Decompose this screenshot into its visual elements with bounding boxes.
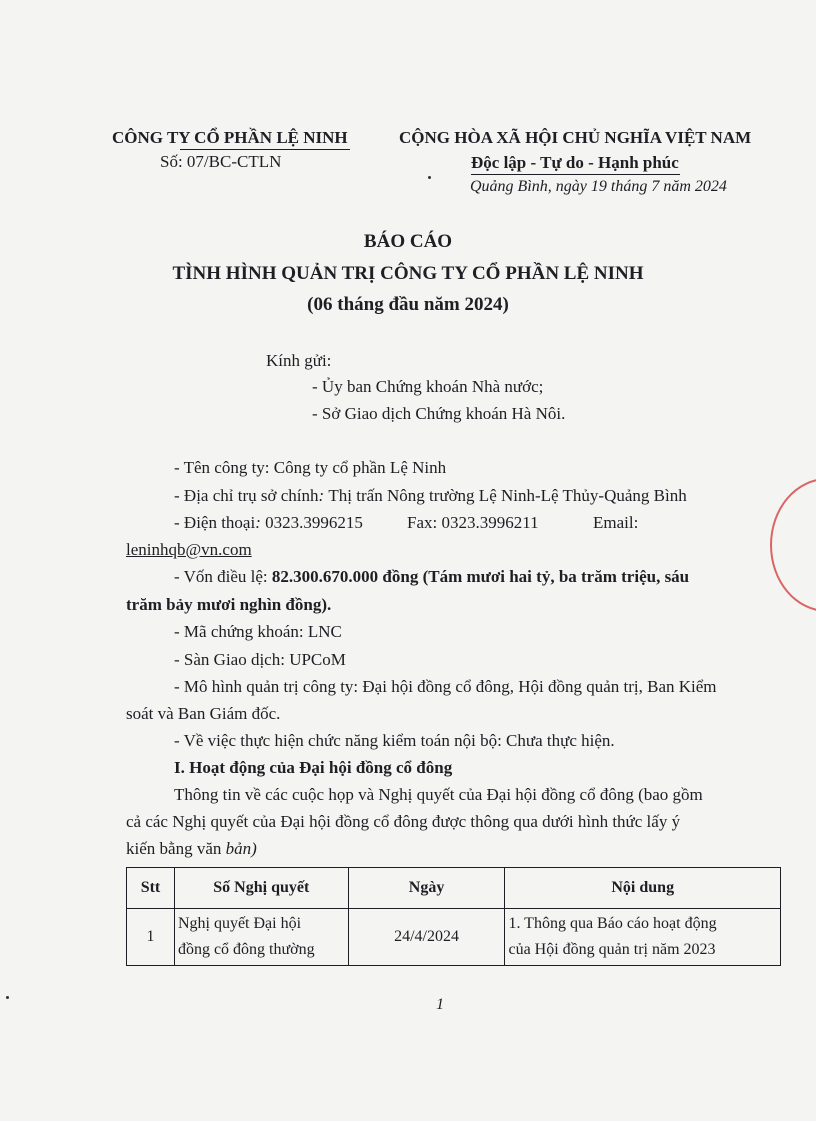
info-company-name: - Tên công ty: Công ty cổ phần Lệ Ninh [174, 458, 447, 477]
info-fax: Fax: 0323.3996211 [407, 513, 539, 532]
document-date: Quảng Bình, ngày 19 tháng 7 năm 2024 [470, 178, 727, 195]
info-internal-audit: - Về việc thực hiện chức năng kiểm toán nội bộ: Chưa thực hiện. [174, 731, 615, 750]
table-row [127, 909, 781, 966]
cell-date: 24/4/2024 [348, 909, 505, 966]
table-header-row [127, 868, 781, 909]
report-period: (06 tháng đầu năm 2024) [307, 294, 509, 315]
info-capital-label: - Vốn điều lệ: [174, 567, 272, 586]
cell-content: 1. Thông qua Báo cáo hoạt động của Hội đồng quản trị năm 2023 [505, 909, 781, 966]
info-email-link[interactable]: leninhqb@vn.com [126, 540, 252, 559]
company-name-header: CÔNG TY CỔ PHẦN LỆ NINH [112, 128, 348, 147]
scan-speck [428, 176, 431, 179]
cell-resolution: Nghị quyết Đại hội đồng cổ đông thường [174, 909, 348, 966]
company-underline [180, 149, 350, 150]
resolutions-table [126, 867, 781, 966]
section-heading: I. Hoạt động của Đại hội đồng cổ đông [174, 758, 453, 777]
table-header-date: Ngày [348, 868, 505, 909]
motto-underline [471, 174, 680, 175]
info-capital-value-cont: trăm bảy mươi nghìn đồng). [126, 595, 332, 614]
info-address-label: - Địa chỉ trụ sở chính [174, 486, 319, 505]
company-stamp [770, 478, 816, 612]
info-phone-value: 0323.3996215 [265, 513, 363, 532]
table-header-content: Nội dung [505, 868, 781, 909]
table-header-stt: Stt [127, 868, 175, 909]
republic-title: CỘNG HÒA XÃ HỘI CHỦ NGHĨA VIỆT NAM [399, 128, 752, 147]
info-governance-model: - Mô hình quản trị công ty: Đại hội đồng cổ đông, Hội đồng quản trị, Ban Kiểm [174, 677, 717, 696]
section-paragraph: Thông tin về các cuộc họp và Nghị quyết của Đại hội đồng cổ đông (bao gồm [174, 785, 703, 804]
info-exchange: - Sàn Giao dịch: UPCoM [174, 650, 346, 669]
recipient-item: - Sở Giao dịch Chứng khoán Hà Nôi. [312, 404, 566, 423]
recipients-label: Kính gửi: [266, 351, 332, 370]
info-email-label: Email: [593, 513, 639, 532]
motto: Độc lập - Tự do - Hạnh phúc [471, 153, 679, 172]
page-number: 1 [436, 996, 444, 1013]
info-address: - Địa chỉ trụ sở chính: Thị trấn Nông trường Lệ Ninh-Lệ Thủy-Quảng Bình [174, 486, 687, 505]
section-paragraph-cont: cả các Nghị quyết của Đại hội đồng cổ đông được thông qua dưới hình thức lấy ý [126, 812, 681, 831]
info-phone: - Điện thoại: 0323.3996215 [174, 513, 363, 532]
document-number: Số: 07/BC-CTLN [160, 152, 282, 171]
cell-stt: 1 [127, 909, 175, 966]
recipient-item: - Ủy ban Chứng khoán Nhà nước; [312, 377, 544, 396]
table-header-resolution: Số Nghị quyết [174, 868, 348, 909]
report-title: BÁO CÁO [363, 231, 453, 252]
report-subtitle: TÌNH HÌNH QUẢN TRỊ CÔNG TY CỔ PHẦN LỆ NINH [172, 263, 644, 284]
info-capital [174, 567, 689, 587]
info-stock-code: - Mã chứng khoán: LNC [174, 622, 342, 641]
info-address-value: Thị trấn Nông trường Lệ Ninh-Lệ Thủy-Quảng Bình [328, 486, 687, 505]
scan-speck [6, 996, 9, 999]
section-paragraph-end: kiến bằng văn bản) [126, 839, 257, 858]
info-capital-value: 82.300.670.000 đồng (Tám mươi hai tỷ, ba trăm triệu, sáu [271, 567, 690, 586]
info-governance-model-cont: soát và Ban Giám đốc. [126, 704, 281, 723]
info-phone-label: - Điện thoại [174, 513, 256, 532]
